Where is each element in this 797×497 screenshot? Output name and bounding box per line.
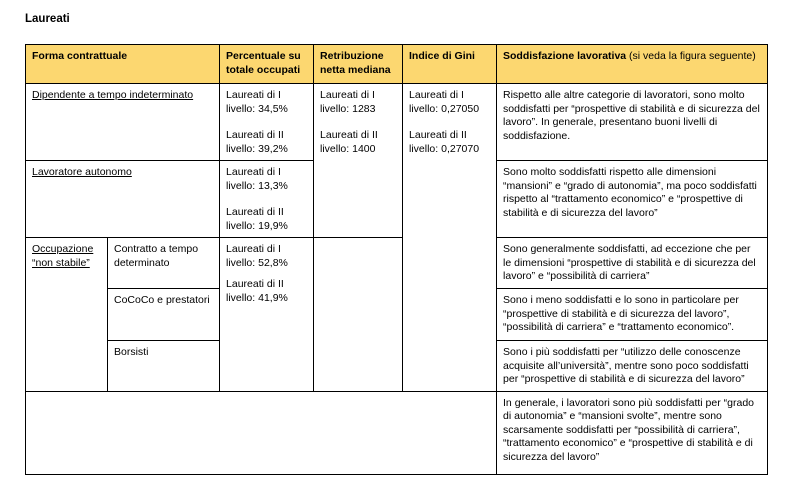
link-non-stabile[interactable]: Occupazione “non stabile” bbox=[32, 243, 94, 269]
header-soddisfazione-title: Soddisfazione lavorativa bbox=[503, 50, 627, 62]
header-forma: Forma contrattuale bbox=[26, 45, 220, 84]
cell-sodd-autonomo: Sono molto soddisfatti rispetto alle dimensioni “mansioni” e “grado di autonomia”, ma poco soddisfatti rispetto al “trattamento economico” e “prospettive di stabilità e di sicurezza del lavoro” bbox=[497, 161, 768, 238]
cell-perc-dipendente bbox=[220, 84, 314, 161]
perc-autonomo-2: Laureati di II livello: 19,9% bbox=[226, 206, 288, 232]
perc-autonomo-1: Laureati di I livello: 13,3% bbox=[226, 166, 288, 192]
gini-1: Laureati di I livello: 0,27050 bbox=[409, 89, 480, 115]
link-autonomo[interactable]: Lavoratore autonomo bbox=[32, 166, 132, 178]
perc-dipendente-2: Laureati di II livello: 39,2% bbox=[226, 129, 288, 155]
header-percentuale: Percentuale su totale occupati bbox=[220, 45, 314, 84]
perc-dipendente-1: Laureati di I livello: 34,5% bbox=[226, 89, 288, 115]
cell-forma-autonomo bbox=[26, 161, 220, 238]
perc-non-stabile-2: Laureati di II livello: 41,9% bbox=[226, 278, 288, 304]
header-row bbox=[26, 45, 768, 84]
section-title: Laureati bbox=[25, 13, 70, 25]
cell-sodd-generale: In generale, i lavoratori sono più soddisfatti per “grado di autonomia” e “mansioni svolte”, mentre sono scarsamente soddisfatti per “possibilità di carriera”, “trattamento economico” e “prospettive di stabilità e di sicurezza del lavoro” bbox=[497, 391, 768, 474]
retr-1: Laureati di I livello: 1283 bbox=[320, 89, 376, 115]
cell-forma-non-stabile bbox=[26, 238, 108, 392]
header-gini: Indice di Gini bbox=[403, 45, 497, 84]
table-row-generale bbox=[26, 391, 768, 474]
table-row-dipendente bbox=[26, 84, 768, 161]
cell-sodd-determinato: Sono generalmente soddisfatti, ad eccezione che per le dimensioni “prospettive di stabilità e di sicurezza del lavoro” e “possibilità di carriera” bbox=[497, 238, 768, 289]
cell-sodd-borsisti: Sono i più soddisfatti per “utilizzo delle conoscenze acquisite all’università”, mentre sono poco soddisfatti per “prospettive di stabilità e di sicurezza del lavoro” bbox=[497, 341, 768, 392]
cell-generale-empty bbox=[26, 391, 497, 474]
table-row-determinato bbox=[26, 238, 768, 289]
gini-2: Laureati di II livello: 0,27070 bbox=[409, 129, 480, 155]
retr-2: Laureati di II livello: 1400 bbox=[320, 129, 378, 155]
cell-perc-autonomo bbox=[220, 161, 314, 238]
cell-sodd-dipendente: Rispetto alle altre categorie di lavoratori, sono molto soddisfatti per “prospettive di stabilità e di sicurezza del lavoro”. In generale, presentano buoni livelli di soddisfazione. bbox=[497, 84, 768, 161]
cell-sodd-cococo: Sono i meno soddisfatti e lo sono in particolare per “prospettive di stabilità e di sicurezza del lavoro”, “possibilità di carriera” e “trattamento economico”. bbox=[497, 289, 768, 341]
cell-retr-empty bbox=[314, 238, 403, 392]
header-soddisfazione-note: (si veda la figura seguente) bbox=[626, 50, 756, 62]
cell-sub-cococo: CoCoCo e prestatori bbox=[108, 289, 220, 341]
cell-sub-borsisti: Borsisti bbox=[108, 341, 220, 392]
cell-retribuzione bbox=[314, 84, 403, 238]
cell-forma-dipendente bbox=[26, 84, 220, 161]
cell-gini bbox=[403, 84, 497, 392]
perc-non-stabile-1: Laureati di I livello: 52,8% bbox=[226, 243, 288, 269]
contract-table bbox=[25, 44, 768, 475]
cell-perc-non-stabile bbox=[220, 238, 314, 392]
link-dipendente[interactable]: Dipendente a tempo indeterminato bbox=[32, 89, 194, 101]
header-retribuzione: Retribuzione netta mediana bbox=[314, 45, 403, 84]
cell-sub-determinato: Contratto a tempo determinato bbox=[108, 238, 220, 289]
header-soddisfazione bbox=[497, 45, 768, 84]
